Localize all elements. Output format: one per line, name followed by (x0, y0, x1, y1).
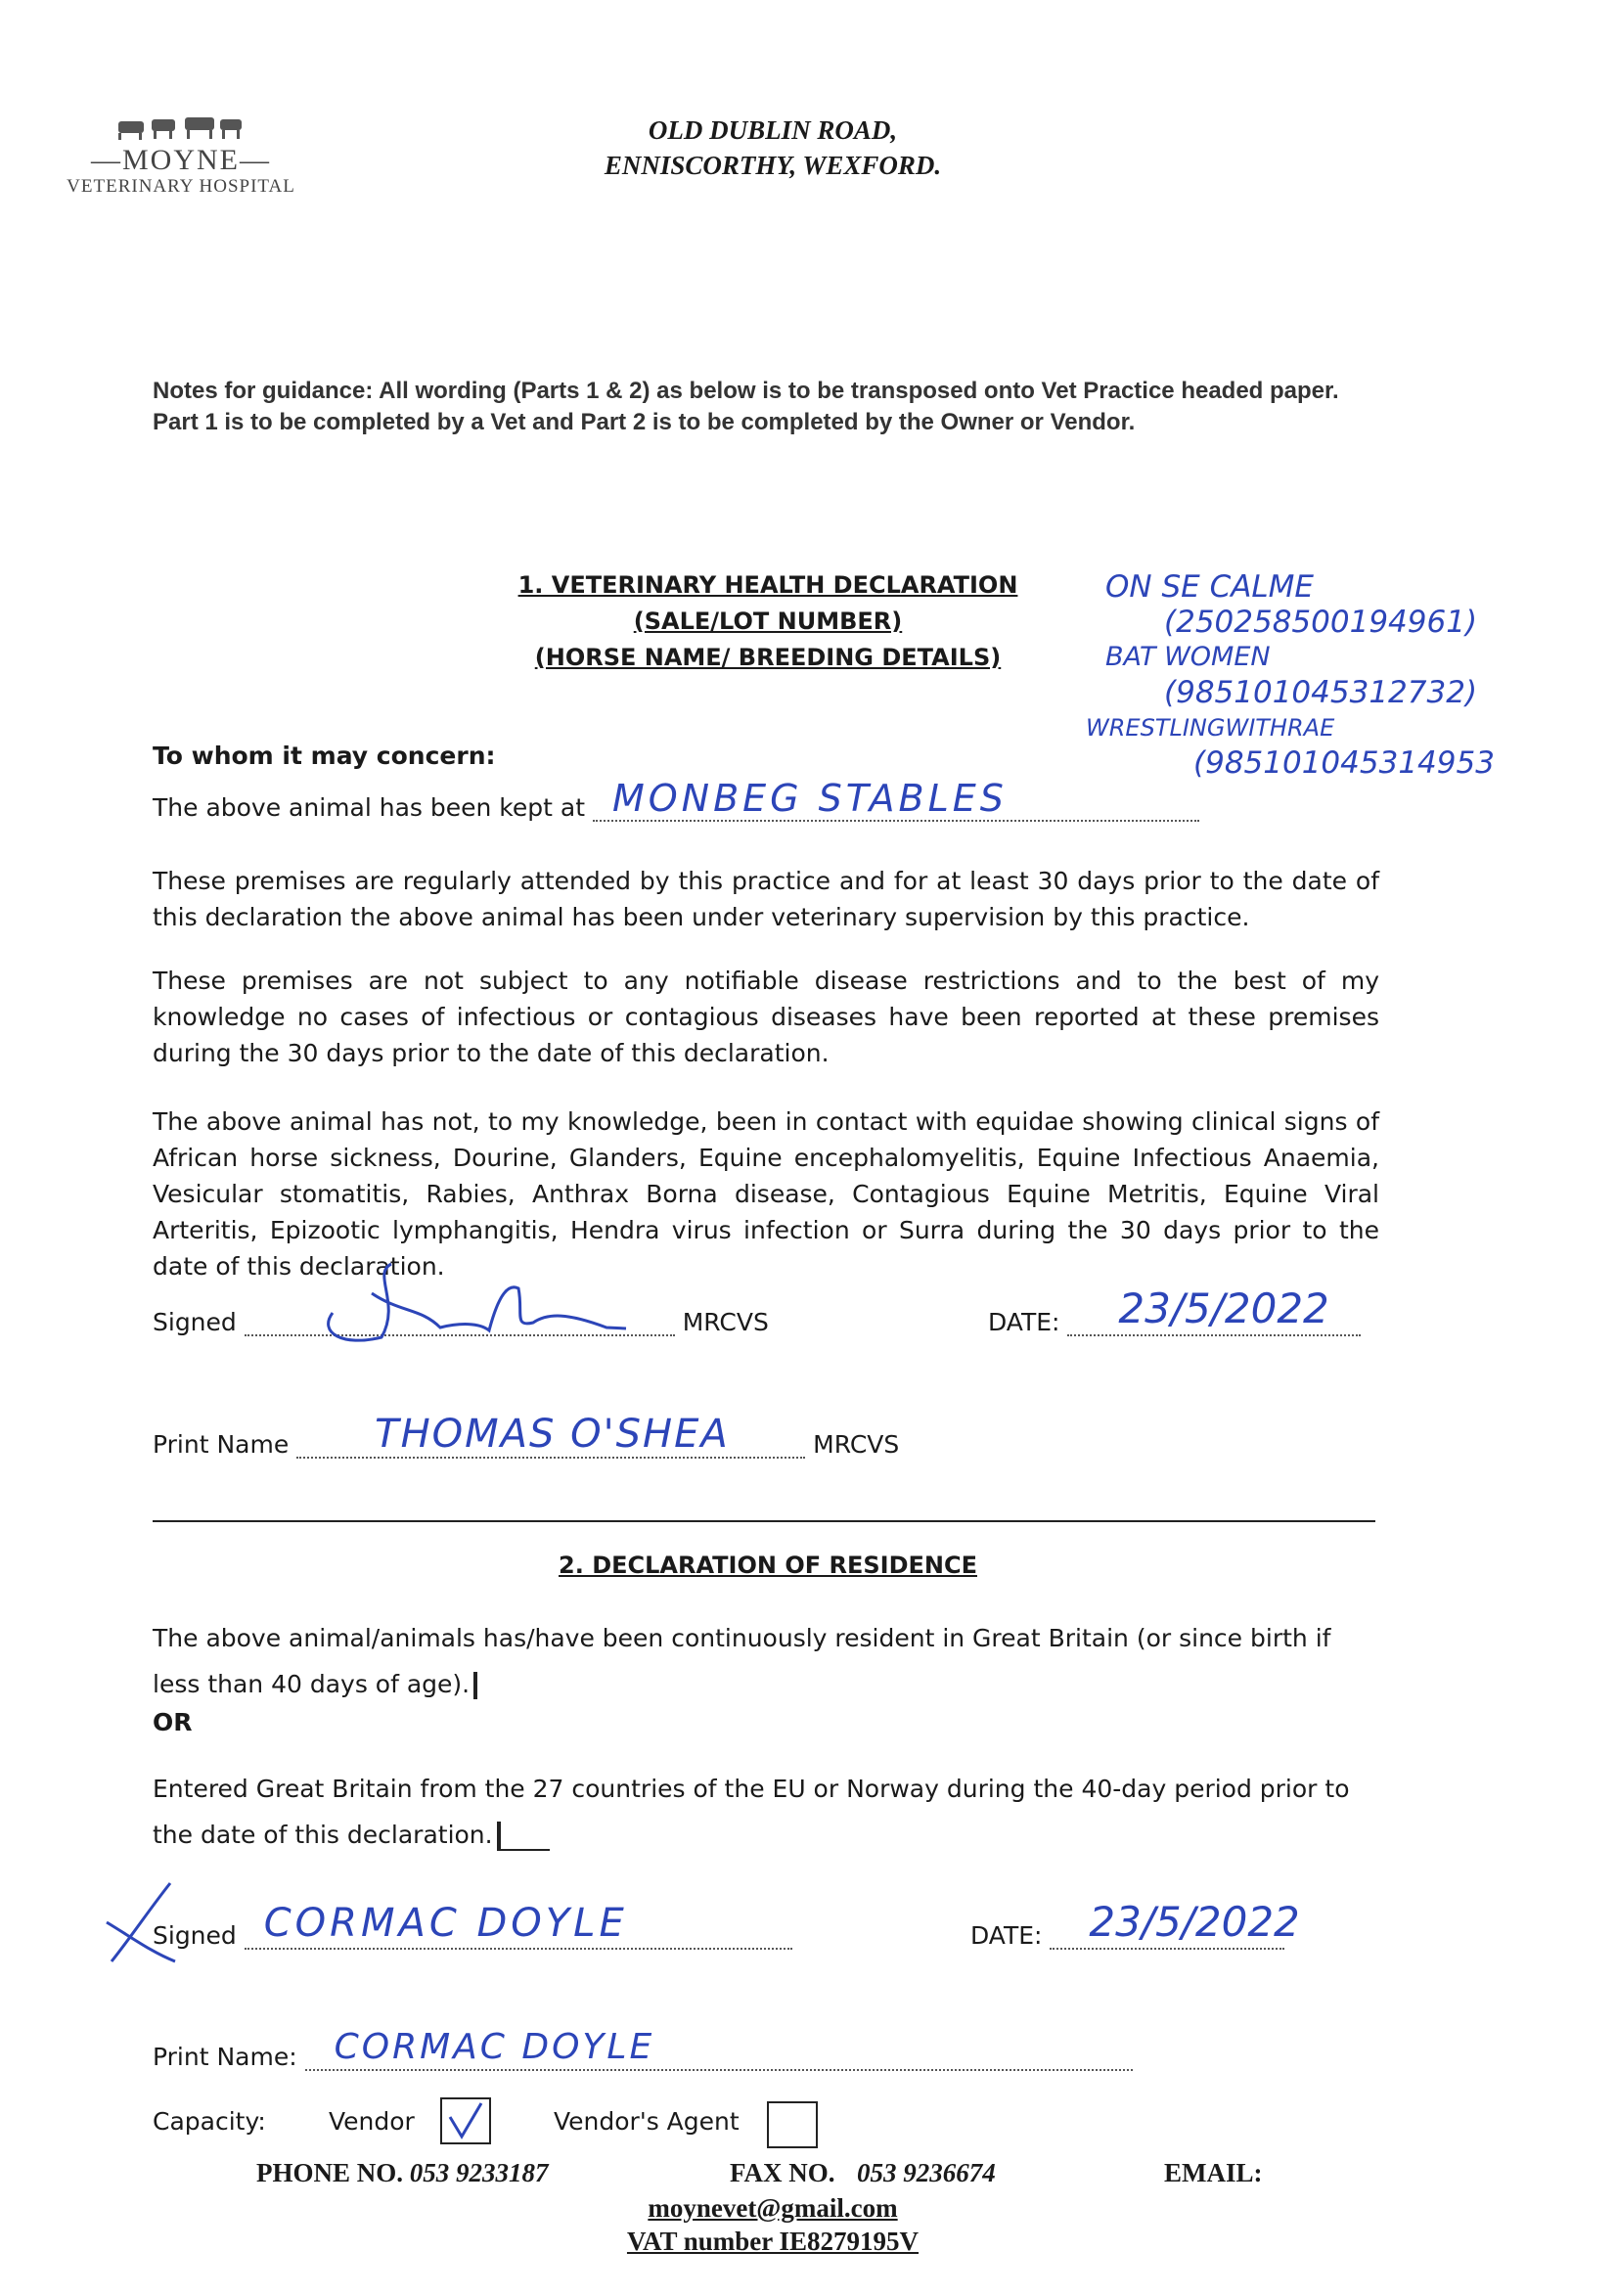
logo-name: MOYNE (122, 144, 240, 176)
vet-print-mrcvs-label: MRCVS (813, 1430, 900, 1459)
vendor-date-line (970, 1898, 1300, 1950)
livestock-silhouette-icon (112, 110, 249, 141)
horse-name-2: BAT WOMEN (1105, 642, 1271, 672)
vendor-print-name-label: Print Name: (153, 2043, 297, 2071)
address-line-1: OLD DUBLIN ROAD, (648, 115, 898, 145)
entered-checkbox[interactable] (497, 1822, 550, 1851)
guidance-notes: Notes for guidance: All wording (Parts 1 & 2) as below is to be transposed onto Vet Practice headed paper. Part 1 is to be completed by a Vet and Part 2 is to be completed by the Owner or Vendor. (153, 378, 1339, 435)
entered-statement: Entered Great Britain from the 27 countries of the EU or Norway during the 40-day period prior to the date of this declaration. (153, 1775, 1350, 1849)
vendor-label: Vendor (329, 2107, 415, 2136)
part1-title: 1. VETERINARY HEALTH DECLARATION (517, 571, 1018, 599)
vendor-date-field (1050, 1898, 1300, 1950)
vendor-checkbox[interactable] (440, 2097, 491, 2144)
vet-date-field (1067, 1284, 1361, 1336)
logo-subtitle: VETERINARY HOSPITAL (67, 176, 295, 197)
kept-at-line (153, 777, 1199, 822)
vendor-signature-value: CORMAC DOYLE (263, 1901, 628, 1946)
part2-paragraph-2 (153, 1766, 1366, 1858)
vet-print-name-line (153, 1412, 900, 1459)
vendor-print-name-field (305, 2027, 1133, 2071)
sale-lot-number-label: (SALE/LOT NUMBER) (633, 608, 903, 635)
part1-paragraph-3: The above animal has not, to my knowledge, been in contact with equidae showing clinical signs of African horse sickness, Dourine, Glanders, Equine encephalomyelitis, Equine Infectious Anaemia, Vesicular stomatitis, Rabies, Anthrax Borna disease, Contagious Equine Metritis, Equine Viral Arteritis, Epizootic lymphangitis, Hendra virus infection or Surra during the 30 days prior to the date of this declaration. (153, 1107, 1379, 1281)
vet-signed-label: Signed (153, 1308, 237, 1336)
vendor-agent-label: Vendor's Agent (554, 2107, 740, 2136)
email-label: EMAIL: (1164, 2158, 1263, 2187)
vet-signature (313, 1254, 646, 1352)
vet-date-label: DATE: (988, 1308, 1060, 1336)
cross-mark-icon (102, 1878, 180, 1968)
kept-at-label: The above animal has been kept at (153, 793, 585, 822)
horse-id-2: (985101045312732) (1164, 675, 1478, 710)
vet-date-line (988, 1284, 1361, 1336)
vet-date-value: 23/5/2022 (1118, 1284, 1329, 1332)
horse-id-1: (250258500194961) (1164, 605, 1478, 640)
capacity-label: Capacity: (153, 2107, 266, 2136)
horse-name-3: WRESTLINGWITHRAE (1086, 714, 1335, 742)
part2-heading: 2. DECLARATION OF RESIDENCE (559, 1552, 977, 1579)
horse-name-1: ON SE CALME (1105, 569, 1315, 605)
kept-at-value: MONBEG STABLES (611, 777, 1008, 820)
fax-value: 053 9236674 (857, 2158, 996, 2187)
vet-print-name-value: THOMAS O'SHEA (375, 1412, 730, 1457)
vet-mrcvs-label: MRCVS (682, 1308, 769, 1336)
vendor-agent-checkbox[interactable] (767, 2101, 818, 2148)
vendor-date-value: 23/5/2022 (1089, 1898, 1300, 1946)
email-link[interactable]: moynevet@gmail.com (648, 2193, 898, 2223)
kept-at-field (593, 777, 1199, 822)
salutation: To whom it may concern: (153, 742, 496, 770)
phone-label: PHONE NO. (256, 2158, 404, 2187)
vat-number: VAT number IE8279195V (626, 2227, 920, 2256)
practice-logo: —MOYNE— VETERINARY HOSPITAL (59, 110, 303, 198)
phone-value: 053 9233187 (409, 2158, 549, 2187)
handwritten-horse-list (1086, 569, 1594, 781)
address-line-2: ENNISCORTHY, WEXFORD. (604, 151, 942, 180)
part1-paragraph-1: These premises are regularly attended by this practice and for at least 30 days prior to the date of this declaration the above animal has been under veterinary supervision by this practice. (153, 867, 1379, 931)
vet-print-name-field (296, 1412, 805, 1459)
horse-id-3: (985101045314953 (1193, 745, 1495, 781)
vendor-date-label: DATE: (970, 1921, 1043, 1950)
residence-statement: The above animal/animals has/have been continuously resident in Great Britain (or since birth if less than 40 days of age). (153, 1624, 1331, 1698)
practice-address (548, 113, 998, 183)
resident-checkbox[interactable] (473, 1672, 477, 1699)
vendor-print-name-line (153, 2027, 1133, 2071)
horse-name-label: (HORSE NAME/ BREEDING DETAILS) (534, 644, 1002, 671)
part2-paragraph-1 (153, 1615, 1346, 1707)
section-divider (153, 1520, 1375, 1522)
or-label: OR (153, 1708, 193, 1736)
part1-heading (489, 567, 1047, 676)
vendor-signed-line (153, 1901, 792, 1950)
vet-print-name-label: Print Name (153, 1430, 290, 1459)
vendor-signed-label: Signed (153, 1921, 237, 1950)
fax-label: FAX NO. (730, 2158, 835, 2187)
vendor-signature-field (245, 1901, 792, 1950)
part1-paragraph-2: These premises are not subject to any notifiable disease restrictions and to the best of my knowledge no cases of infectious or contagious diseases have been reported at these premises during the 30 days prior to the date of this declaration. (153, 967, 1379, 1067)
checkmark-icon (442, 2099, 489, 2142)
footer-contacts (256, 2158, 1332, 2188)
vendor-print-name-value: CORMAC DOYLE (334, 2027, 655, 2067)
